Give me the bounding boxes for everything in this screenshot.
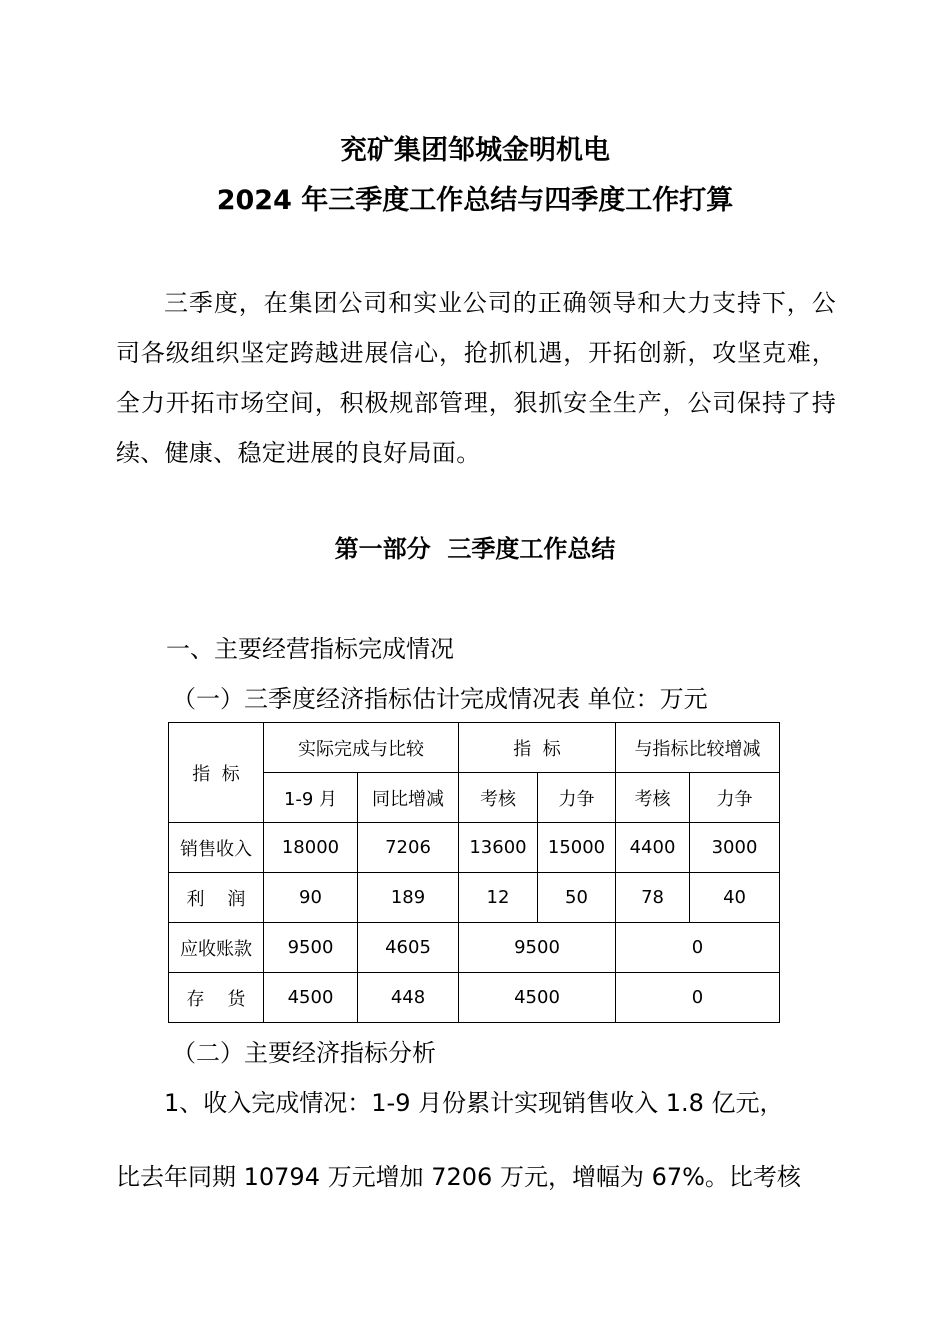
subheading-analysis: （二）主要经济指标分析 (172, 1039, 436, 1067)
table-cell: 189 (358, 873, 459, 923)
subheader-cell: 力争 (538, 773, 616, 823)
document-title-line1: 兖矿集团邹城金明机电 (340, 135, 610, 166)
table-cell: 90 (264, 873, 358, 923)
row-label: 应收账款 (169, 923, 264, 973)
table-row (169, 823, 780, 873)
indicators-table (168, 722, 780, 1023)
table-cell: 448 (358, 973, 459, 1023)
table-cell: 78 (616, 873, 690, 923)
table-cell: 7206 (358, 823, 459, 873)
table-cell: 9500 (459, 923, 616, 973)
table-cell: 4500 (264, 973, 358, 1023)
table-cell: 12 (459, 873, 538, 923)
header-target-group: 指 标 (459, 723, 616, 773)
row-label: 存 货 (169, 973, 264, 1023)
table-caption: （一）三季度经济指标估计完成情况表 单位：万元 (172, 685, 708, 713)
revenue-paragraph-line1: 1、收入完成情况：1-9 月份累计实现销售收入 1.8 亿元， (164, 1089, 784, 1117)
table-cell: 15000 (538, 823, 616, 873)
table-cell: 4500 (459, 973, 616, 1023)
table-row (169, 973, 780, 1023)
section-title: 第一部分 三季度工作总结 (334, 535, 616, 563)
table-cell: 3000 (690, 823, 780, 873)
table-cell: 18000 (264, 823, 358, 873)
row-label: 销售收入 (169, 823, 264, 873)
subheader-cell: 力争 (690, 773, 780, 823)
subheader-cell: 同比增减 (358, 773, 459, 823)
table-cell: 0 (616, 973, 780, 1023)
revenue-paragraph-line2: 比去年同期 10794 万元增加 7206 万元，增幅为 67%。比考核 (116, 1163, 801, 1191)
subheader-cell: 考核 (616, 773, 690, 823)
document-title-line2: 2024 年三季度工作总结与四季度工作打算 (216, 185, 734, 216)
heading-main-indicators: 一、主要经营指标完成情况 (166, 635, 454, 663)
table-cell: 9500 (264, 923, 358, 973)
table-row (169, 873, 780, 923)
header-diff-group: 与指标比较增减 (616, 723, 780, 773)
table-header-row (169, 723, 780, 773)
table-cell: 13600 (459, 823, 538, 873)
table-cell: 4605 (358, 923, 459, 973)
table-cell: 4400 (616, 823, 690, 873)
header-indicator: 指 标 (169, 723, 264, 823)
table-cell: 0 (616, 923, 780, 973)
subheader-cell: 考核 (459, 773, 538, 823)
table-cell: 50 (538, 873, 616, 923)
table-cell: 40 (690, 873, 780, 923)
subheader-cell: 1-9 月 (264, 773, 358, 823)
table-row (169, 923, 780, 973)
intro-paragraph: 三季度，在集团公司和实业公司的正确领导和大力支持下，公司各级组织坚定跨越进展信心，抢抓机遇，开拓创新，攻坚克难，全力开拓市场空间，积极规部管理，狠抓安全生产，公司保持了持续、健康、稳定进展的良好局面。 (116, 289, 836, 467)
header-actual-group: 实际完成与比较 (264, 723, 459, 773)
row-label: 利 润 (169, 873, 264, 923)
